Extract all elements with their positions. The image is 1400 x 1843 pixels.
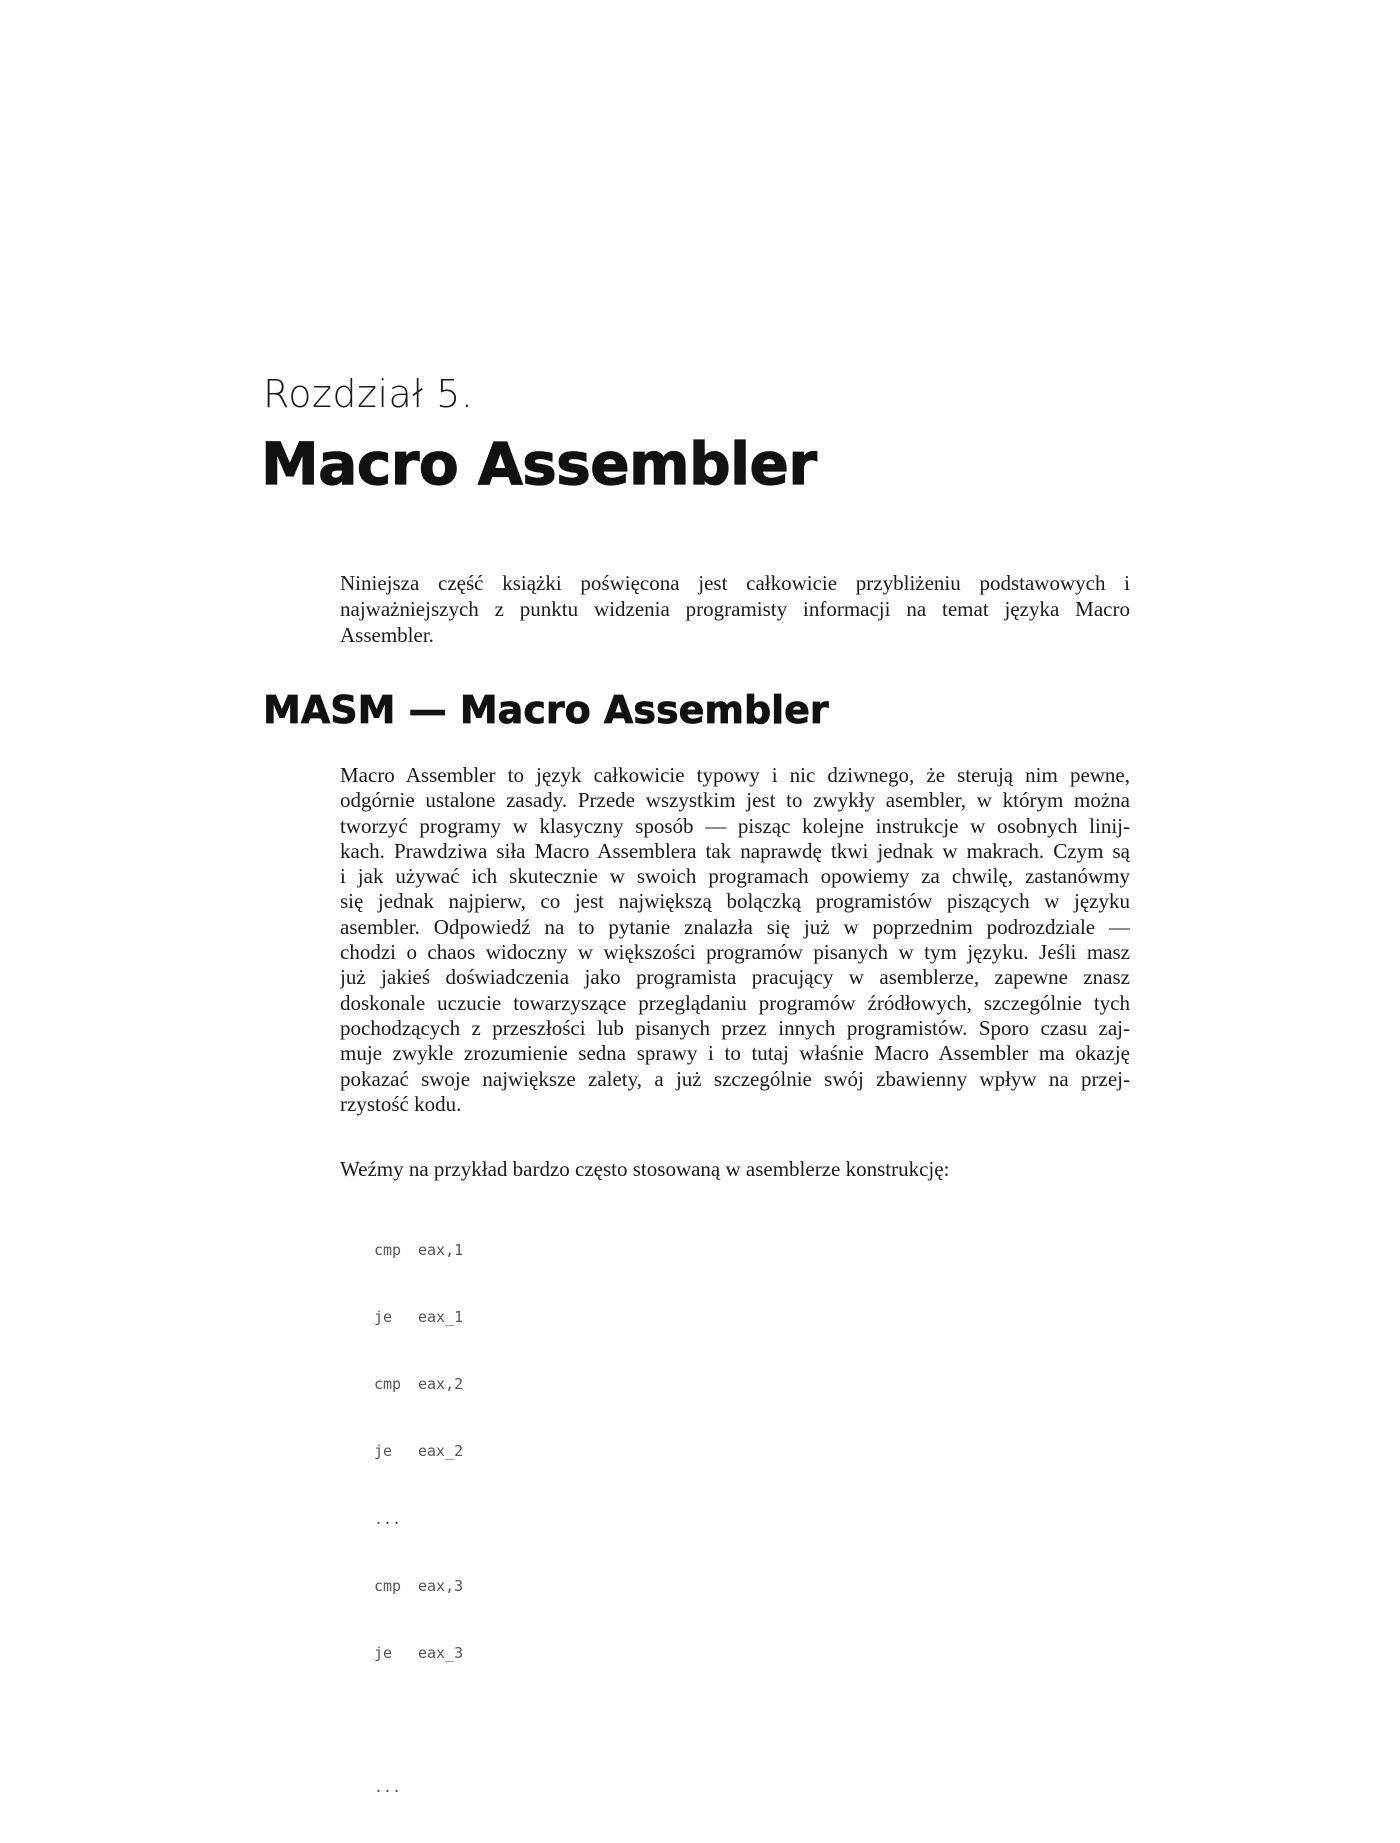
code-arg: eax,2 bbox=[418, 1375, 464, 1394]
paragraph-line: kach. Prawdziwa siła Macro Assemblera tak naprawdę tkwi jednak w makrach. Czym są bbox=[340, 838, 1130, 863]
code-listing bbox=[374, 1194, 463, 1843]
paragraph-line: pochodzących z przeszłości lub pisanych przez innych programistów. Sporo czasu zaj- bbox=[340, 1015, 1130, 1040]
code-op: cmp bbox=[374, 1240, 402, 1259]
paragraph-line: i jak używać ich skutecznie w swoich programach opowiemy za chwilę, zastanówmy bbox=[340, 864, 1130, 889]
code-op: cmp bbox=[374, 1576, 402, 1595]
code-arg: eax_3 bbox=[418, 1644, 464, 1663]
chapter-title: Macro Assembler bbox=[261, 430, 817, 498]
code-line bbox=[374, 1575, 463, 1597]
code-arg: eax_2 bbox=[418, 1442, 464, 1461]
paragraph-line: się jednak najpierw, co jest największą bolączką programistów piszących w języku bbox=[340, 889, 1130, 914]
code-op: cmp bbox=[374, 1375, 402, 1394]
code-line bbox=[374, 1306, 463, 1328]
paragraph-line: tworzyć programy w klasyczny sposób — pisząc kolejne instrukcje w osobnych linij- bbox=[340, 813, 1130, 838]
code-op: je bbox=[374, 1308, 393, 1327]
code-gap bbox=[374, 1709, 463, 1731]
code-lead-in: Weźmy na przykład bardzo często stosowaną w asemblerze konstrukcję: bbox=[340, 1157, 950, 1181]
code-arg: eax_1 bbox=[418, 1308, 464, 1327]
code-line bbox=[374, 1373, 463, 1395]
chapter-label: Rozdział 5. bbox=[263, 372, 474, 416]
paragraph-line: asembler. Odpowiedź na to pytanie znalazła się już w poprzednim podrozdziale — bbox=[340, 914, 1130, 939]
section-paragraph bbox=[340, 763, 1130, 1117]
paragraph-line: muje zwykle zrozumienie sedna sprawy i to tutaj właśnie Macro Assembler ma okazję bbox=[340, 1041, 1130, 1066]
paragraph-line: już jakieś doświadczenia jako programista pracujący w asemblerze, zapewne znasz bbox=[340, 965, 1130, 990]
code-op: ... bbox=[374, 1509, 402, 1528]
code-arg: eax,1 bbox=[418, 1240, 464, 1259]
code-line bbox=[374, 1440, 463, 1462]
intro-paragraph: Niniejsza część książki poświęcona jest całkowicie przybliżeniu podstawowych i najważniejszych z punktu widzenia programisty informacji na temat języka Macro Assembler. bbox=[340, 571, 1130, 647]
code-line bbox=[374, 1642, 463, 1664]
code-op: je bbox=[374, 1644, 393, 1663]
code-trailing-ellipsis: ... bbox=[374, 1778, 402, 1797]
paragraph-line: pokazać swoje największe zalety, a już szczególnie swój zbawienny wpływ na przej- bbox=[340, 1066, 1130, 1091]
section-heading: MASM — Macro Assembler bbox=[263, 688, 829, 732]
code-arg: eax,3 bbox=[418, 1576, 464, 1595]
paragraph-line: chodzi o chaos widoczny w większości programów pisanych w tym języku. Jeśli masz bbox=[340, 940, 1130, 965]
chapter-intro bbox=[340, 570, 1130, 648]
paragraph-line: doskonale uczucie towarzyszące przeglądaniu programów źródłowych, szczególnie tych bbox=[340, 990, 1130, 1015]
paragraph-line: Macro Assembler to język całkowicie typowy i nic dziwnego, że sterują nim pewne, bbox=[340, 763, 1130, 787]
paragraph-line: odgórnie ustalone zasady. Przede wszystkim jest to zwykły asembler, w którym można bbox=[340, 788, 1130, 813]
code-line bbox=[374, 1239, 463, 1261]
paragraph-line: rzystość kodu. bbox=[340, 1091, 462, 1116]
code-line bbox=[374, 1508, 463, 1530]
code-op: je bbox=[374, 1442, 393, 1461]
